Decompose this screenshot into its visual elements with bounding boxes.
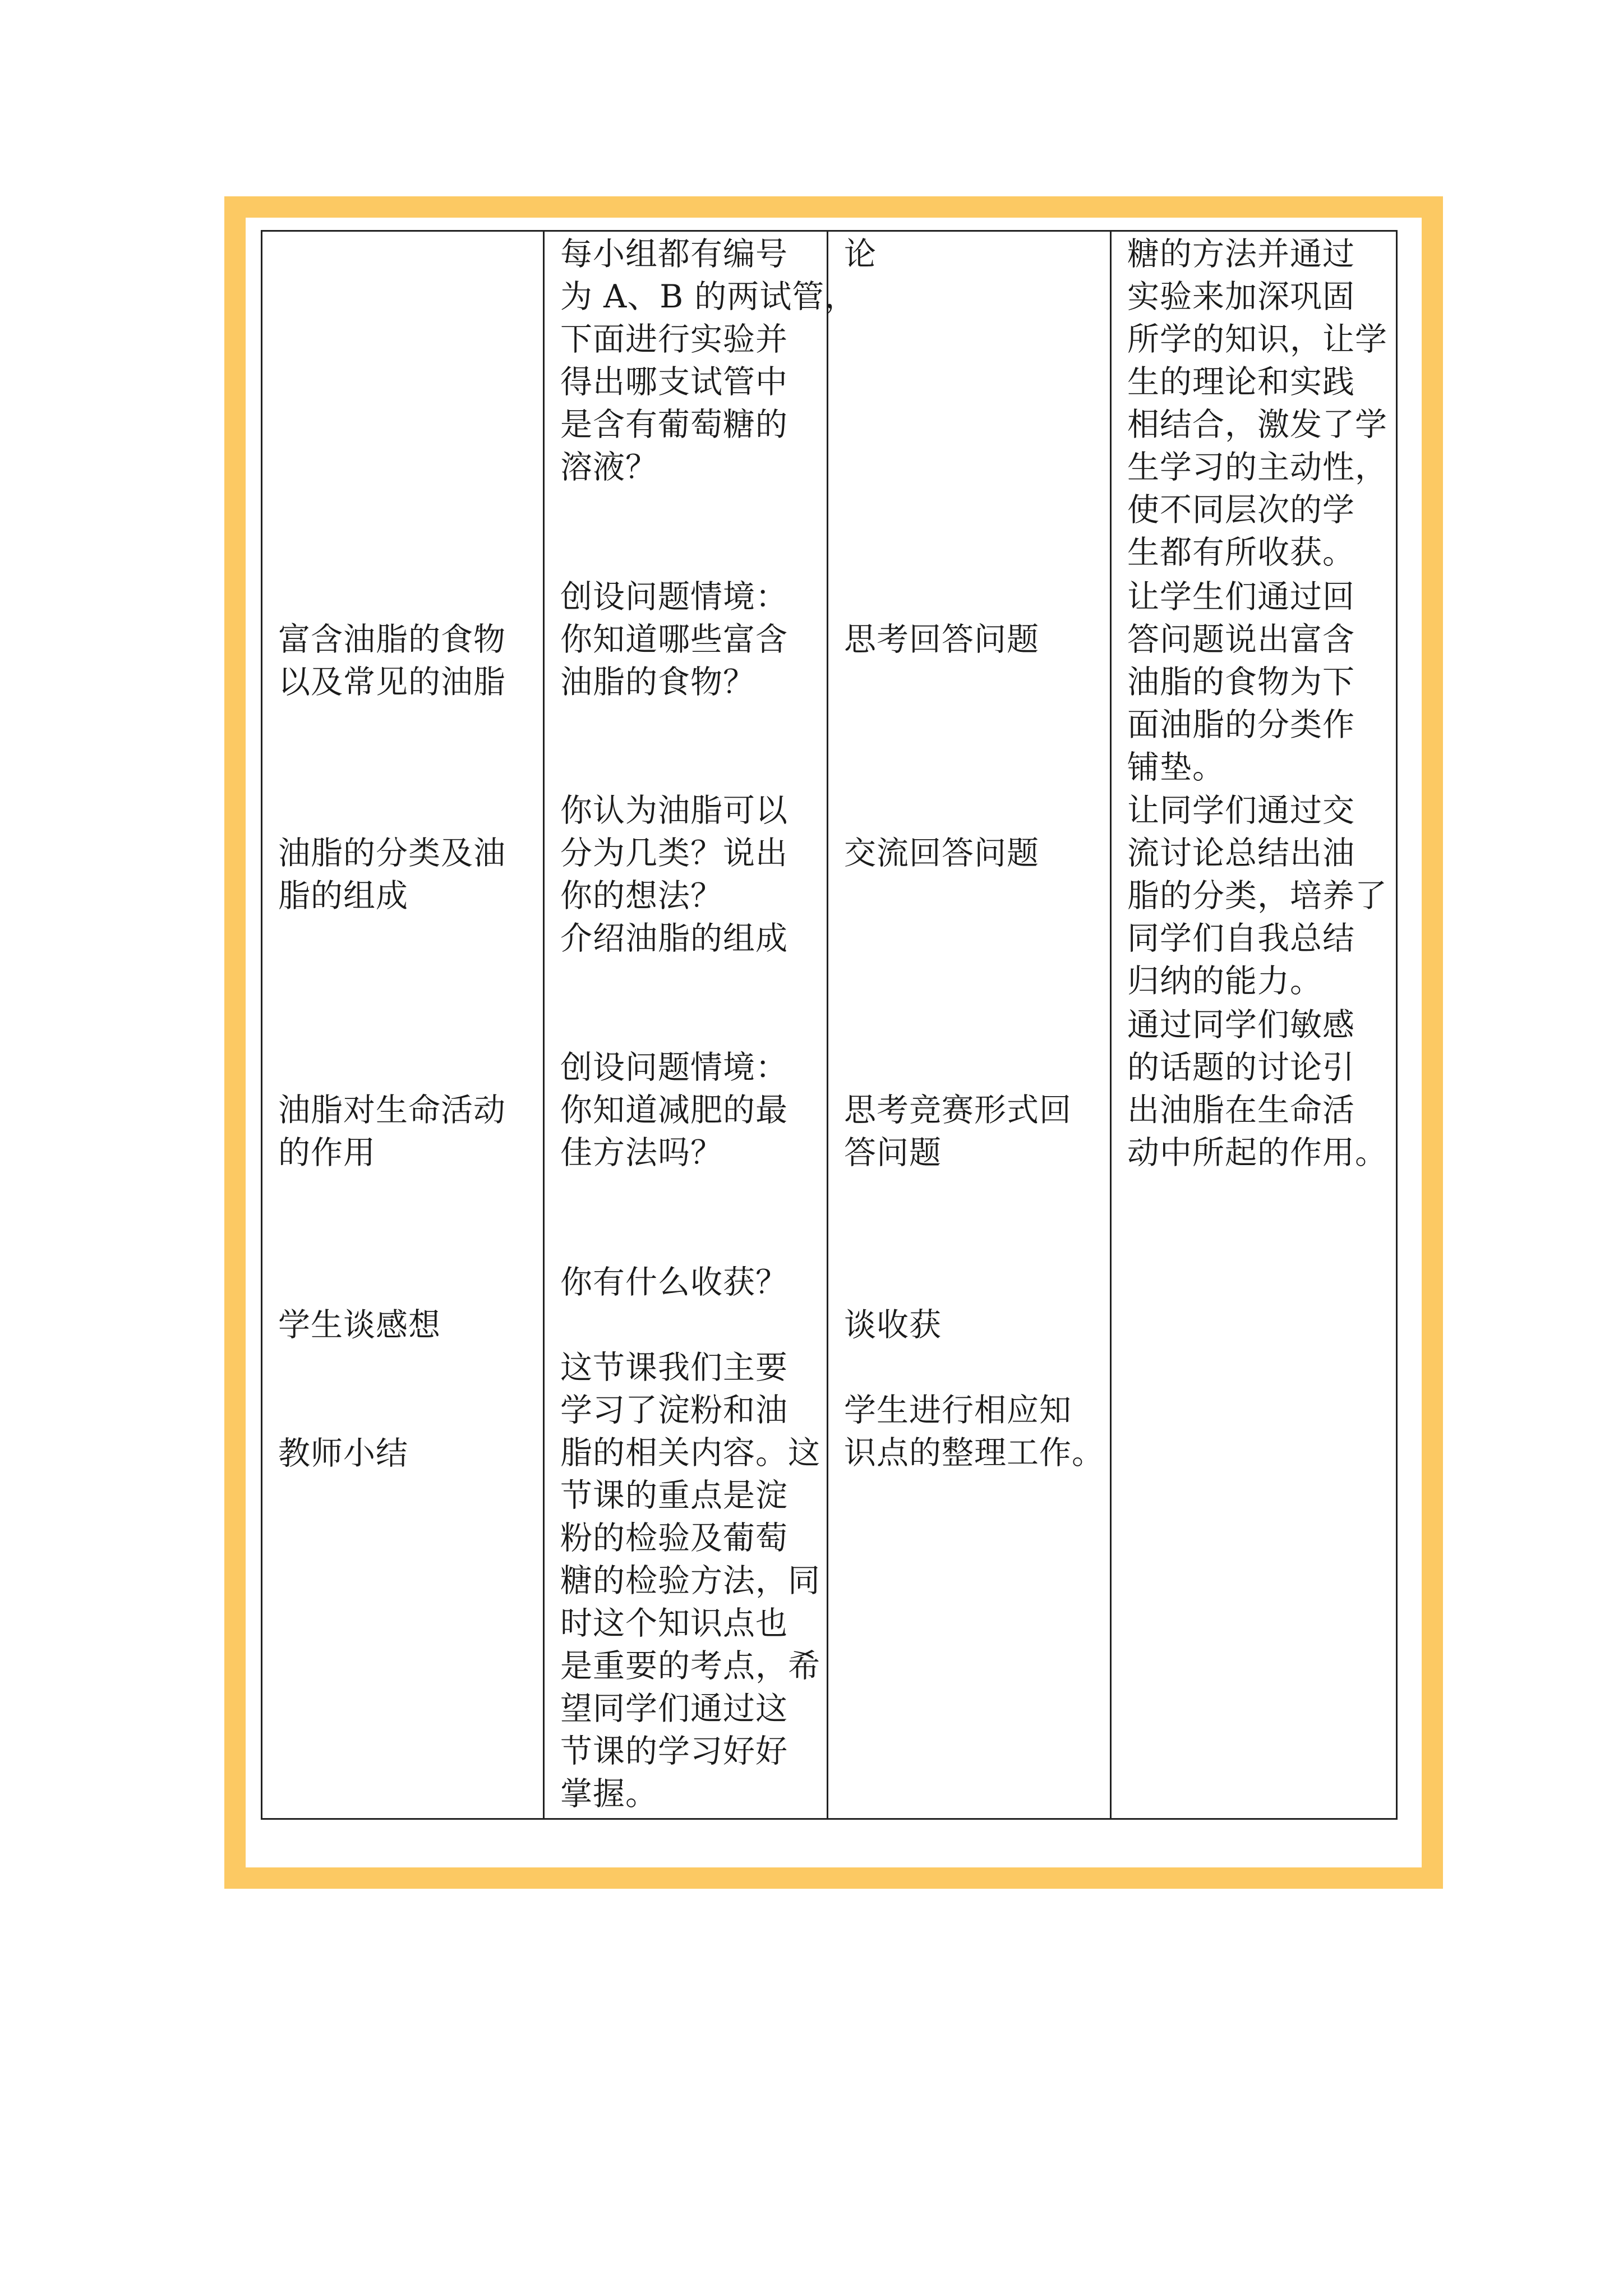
- teacher-text: 你知道哪些富含: [560, 621, 788, 658]
- intent-text: 生的理论和实践: [1127, 364, 1355, 401]
- design-intent-column: [1111, 231, 1397, 1819]
- student-text: 交流回答问题: [844, 835, 1039, 872]
- student-text: 学生进行相应知: [844, 1392, 1072, 1429]
- student-text: 思考竞赛形式回: [844, 1092, 1072, 1129]
- teacher-text: 得出哪支试管中: [560, 364, 788, 401]
- intent-text: 让学生们通过回: [1127, 578, 1355, 615]
- teacher-text: 是含有葡萄糖的: [560, 406, 788, 443]
- teacher-text: 溶液？: [560, 449, 658, 486]
- intent-text: 使不同层次的学: [1127, 491, 1355, 528]
- intent-text: 答问题说出富含: [1127, 621, 1355, 658]
- content-column: [262, 231, 544, 1819]
- intent-text: 归纳的能力。: [1127, 963, 1322, 1000]
- teacher-text: 是重要的考点，希: [560, 1648, 820, 1685]
- student-text: 思考回答问题: [844, 621, 1039, 658]
- intent-text: 动中所起的作用。: [1127, 1134, 1387, 1171]
- teacher-text: 分为几类？说出: [560, 835, 788, 872]
- intent-text: 糖的方法并通过: [1127, 236, 1355, 273]
- intent-text: 同学们自我总结: [1127, 920, 1355, 957]
- teacher-text: 每小组都有编号: [560, 236, 788, 273]
- intent-text: 面油脂的分类作: [1127, 706, 1355, 743]
- teacher-text: 你有什么收获？: [560, 1264, 788, 1301]
- lesson-plan-table: [261, 230, 1398, 1820]
- teacher-text: 油脂的食物？: [560, 664, 755, 701]
- teacher-text: 节课的学习好好: [560, 1733, 788, 1770]
- student-text: 论: [844, 236, 877, 273]
- teacher-text: 这节课我们主要: [560, 1349, 788, 1386]
- teacher-activity-column: [544, 231, 857, 1819]
- intent-text: 让同学们通过交: [1127, 792, 1355, 829]
- table-row: [262, 231, 1397, 1819]
- content-text: 油脂对生命活动: [278, 1092, 506, 1129]
- teacher-text: 粉的检验及葡萄: [560, 1520, 788, 1557]
- teacher-text: 创设问题情境：: [560, 578, 788, 615]
- teacher-text: 望同学们通过这: [560, 1690, 788, 1727]
- intent-text: 脂的分类，培养了: [1127, 877, 1387, 914]
- content-text: 油脂的分类及油: [278, 835, 506, 872]
- teacher-text: 创设问题情境：: [560, 1049, 788, 1086]
- content-text: 的作用: [278, 1134, 376, 1171]
- teacher-text: 为 A、B 的两试管，: [560, 278, 857, 315]
- teacher-text: 你认为油脂可以: [560, 792, 788, 829]
- student-activity-column: [828, 231, 1111, 1819]
- intent-text: 通过同学们敏感: [1127, 1006, 1355, 1043]
- teacher-text: 糖的检验方法，同: [560, 1562, 820, 1599]
- teacher-text: 下面进行实验并: [560, 321, 788, 358]
- intent-text: 铺垫。: [1127, 749, 1225, 786]
- teacher-text: 掌握。: [560, 1775, 658, 1812]
- intent-text: 的话题的讨论引: [1127, 1049, 1355, 1086]
- intent-text: 生学习的主动性，: [1127, 449, 1387, 486]
- intent-text: 流讨论总结出油: [1127, 835, 1355, 872]
- teacher-text: 你知道减肥的最: [560, 1092, 788, 1129]
- intent-text: 出油脂在生命活: [1127, 1092, 1355, 1129]
- intent-text: 油脂的食物为下: [1127, 664, 1355, 701]
- teacher-text: 介绍油脂的组成: [560, 920, 788, 957]
- student-text: 答问题: [844, 1134, 942, 1171]
- intent-text: 实验来加深巩固: [1127, 278, 1355, 315]
- intent-text: 相结合，激发了学: [1127, 406, 1387, 443]
- teacher-text: 脂的相关内容。这: [560, 1434, 820, 1471]
- intent-text: 所学的知识，让学: [1127, 321, 1387, 358]
- teacher-text: 学习了淀粉和油: [560, 1392, 788, 1429]
- student-text: 谈收获: [844, 1306, 942, 1343]
- content-text: 学生谈感想: [278, 1306, 441, 1343]
- teacher-text: 节课的重点是淀: [560, 1477, 788, 1514]
- content-text: 以及常见的油脂: [278, 664, 506, 701]
- intent-text: 生都有所收获。: [1127, 534, 1355, 571]
- student-text: 识点的整理工作。: [844, 1434, 1104, 1471]
- teacher-text: 佳方法吗？: [560, 1134, 723, 1171]
- teacher-text: 时这个知识点也: [560, 1605, 788, 1642]
- teacher-text: 你的想法？: [560, 877, 723, 914]
- content-text: 富含油脂的食物: [278, 621, 506, 658]
- content-text: 教师小结: [278, 1435, 408, 1472]
- content-text: 脂的组成: [278, 877, 408, 914]
